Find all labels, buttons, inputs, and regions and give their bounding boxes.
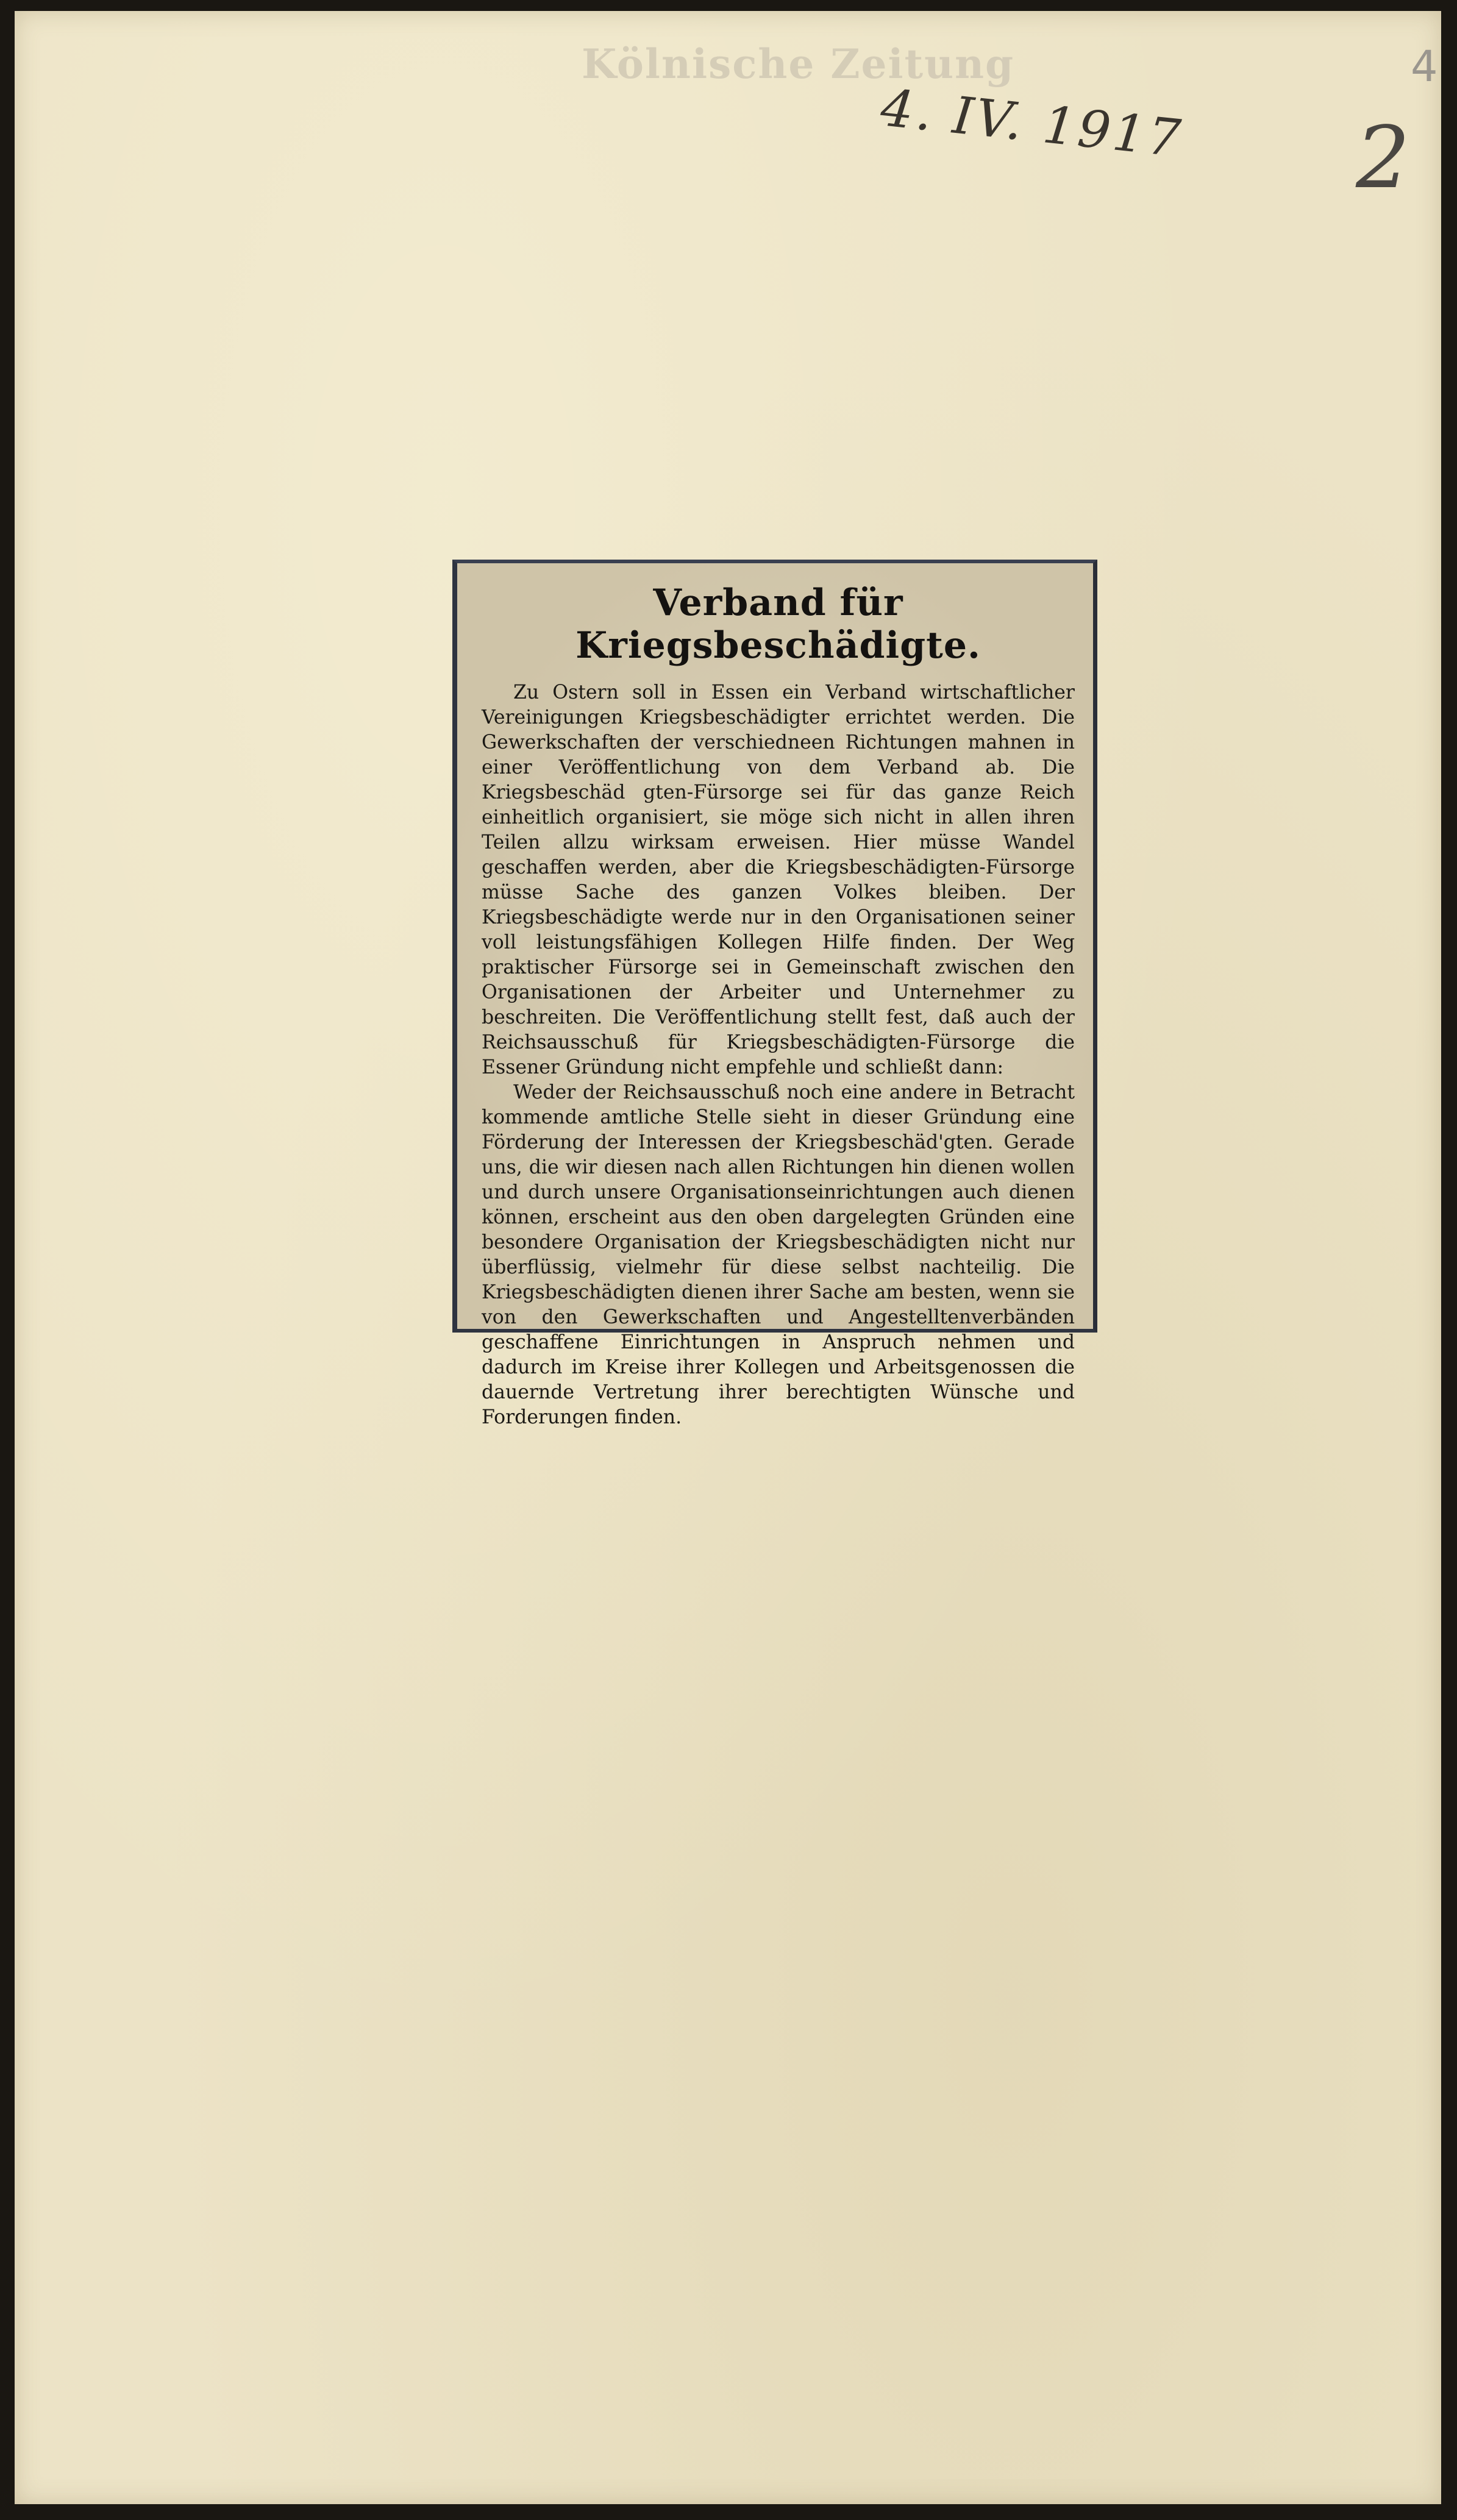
article-paragraph-2: Weder der Reichsausschuß noch eine andere in Betracht kommende amtliche Stelle sieht in dieser Gründung eine Förderung der Interessen der Kriegsbeschäd'gten. Gerade uns, die wir diesen nach allen Richtungen hin dienen wollen und durch unsere Organisationseinrichtungen auch dienen können, erscheint aus den oben dargelegten Gründen eine besondere Organisation der Kriegsbeschädigten nicht nur überflüssig, vielmehr für diese selbst nachteilig. Die Kriegsbeschädigten dienen ihrer Sache am besten, wenn sie von den Gewerkschaften und Angestelltenverbänden geschaffene Einrichtungen in Anspruch nehmen und dadurch im Kreise ihrer Kollegen und Arbeitsgenossen die dauernde Vertretung ihrer berechtigten Wünsche und Forderungen finden.	[482, 1081, 1075, 1428]
pencil-number: 4	[1411, 41, 1438, 91]
article-headline: Verband für Kriegsbeschädigte.	[575, 582, 981, 667]
article-body	[482, 680, 1075, 1430]
handwritten-page-number: 2	[1356, 109, 1411, 208]
newspaper-stamp: Kölnische Zeitung	[582, 40, 1015, 88]
archive-page	[15, 11, 1441, 2504]
newspaper-clipping	[452, 560, 1097, 1428]
handwritten-date: 4. IV. 1917	[878, 77, 1186, 169]
article-paragraph-1: Zu Ostern soll in Essen ein Verband wirtschaftlicher Vereinigungen Kriegsbeschädigter errichtet werden. Die Gewerkschaften der verschiedneen Richtungen mahnen in einer Veröffentlichung von dem Verband ab. Die Kriegsbeschäd gten-Fürsorge sei für das ganze Reich einheitlich organisiert, sie möge sich nicht in allen ihren Teilen allzu wirksam erweisen. Hier müsse Wandel geschaffen werden, aber die Kriegsbeschädigten-Fürsorge müsse Sache des ganzen Volkes bleiben. Der Kriegsbeschädigte werde nur in den Organisationen seiner voll leistungsfähigen Kollegen Hilfe finden. Der Weg praktischer Fürsorge sei in Gemeinschaft zwischen den Organisationen der Arbeiter und Unternehmer zu beschreiten. Die Veröffentlichung stellt fest, daß auch der Reichsausschuß für Kriegsbeschädigten-Fürsorge die Essener Gründung nicht empfehle und schließt dann:	[482, 682, 1075, 1078]
